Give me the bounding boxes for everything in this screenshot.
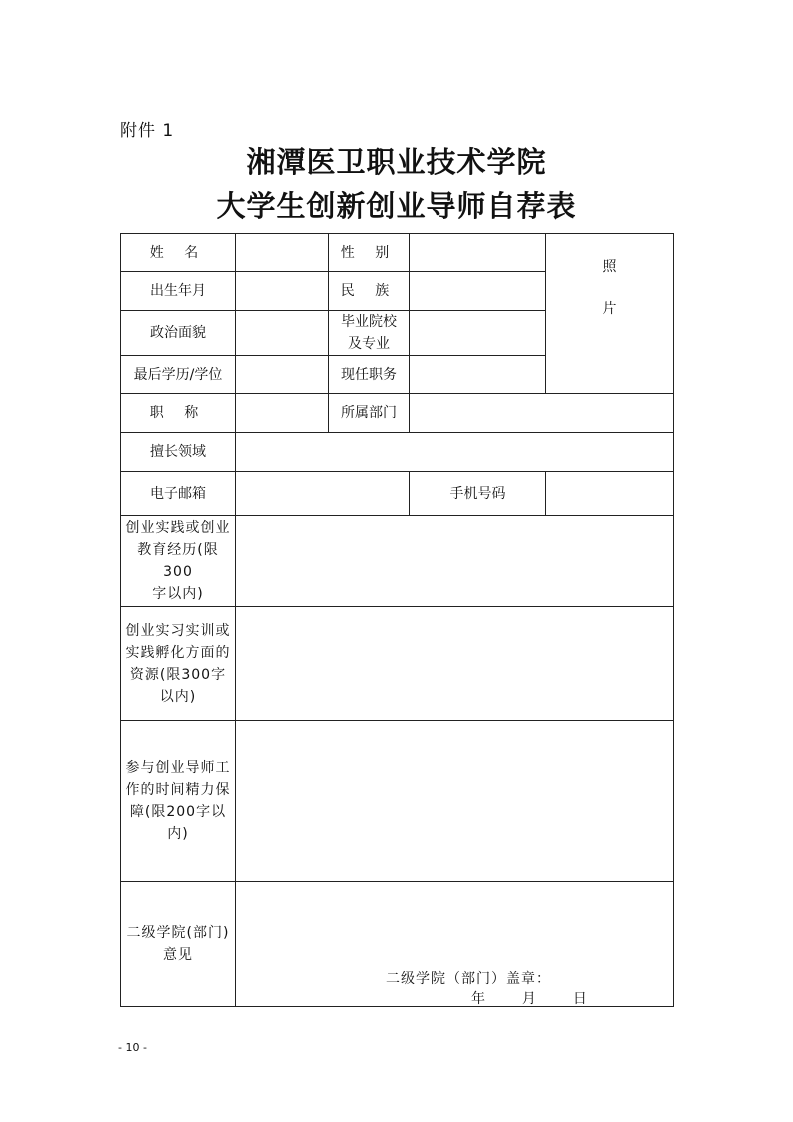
commitment-label-line: 参与创业导师工 (125, 760, 231, 776)
ethnicity-label: 民 族 (329, 272, 410, 311)
gender-label: 性 别 (329, 234, 410, 272)
date-month: 月 (521, 991, 536, 1007)
school-label-line1: 毕业院校 (341, 314, 397, 330)
professional-title-field[interactable] (236, 394, 329, 433)
table-row (121, 882, 674, 1007)
date-day: 日 (572, 991, 587, 1007)
professional-title-label: 职 称 (121, 394, 236, 433)
birth-label: 出生年月 (121, 272, 236, 311)
phone-field[interactable] (546, 472, 674, 516)
school-major-field[interactable] (410, 311, 546, 356)
opinion-label (121, 882, 236, 1007)
phone-label: 手机号码 (410, 472, 546, 516)
table-row (121, 234, 674, 272)
form-title-line2: 大学生创新创业导师自荐表 (216, 189, 577, 223)
commitment-label (121, 721, 236, 882)
table-row (121, 394, 674, 433)
name-label: 姓 名 (121, 234, 236, 272)
school-label-line2: 及专业 (348, 336, 390, 352)
education-field[interactable] (236, 356, 329, 394)
gender-field[interactable] (410, 234, 546, 272)
email-label: 电子邮箱 (121, 472, 236, 516)
department-field[interactable] (410, 394, 674, 433)
email-field[interactable] (236, 472, 410, 516)
current-position-label: 现任职务 (329, 356, 410, 394)
photo-char-1: 照 (602, 259, 617, 275)
resources-label (121, 607, 236, 721)
date-year: 年 (471, 991, 485, 1007)
expertise-field[interactable] (236, 433, 674, 472)
date-line (471, 988, 587, 1010)
current-position-field[interactable] (410, 356, 546, 394)
resources-label-line: 以内) (159, 688, 197, 705)
expertise-label: 擅长领域 (121, 433, 236, 472)
commitment-label-line: 内) (167, 826, 189, 842)
stamp-text: 二级学院（部门）盖章： (386, 971, 551, 987)
resources-field[interactable] (236, 607, 674, 721)
experience-field[interactable] (236, 516, 674, 607)
recommendation-form-table (120, 233, 674, 1007)
education-label: 最后学历/学位 (121, 356, 236, 394)
table-row (121, 607, 674, 721)
photo-placeholder[interactable] (546, 234, 674, 394)
form-title-line1: 湘潭医卫职业技术学院 (246, 145, 547, 179)
resources-label-line: 实践孵化方面的 (125, 644, 231, 661)
opinion-label-line: 意见 (163, 947, 193, 963)
ethnicity-field[interactable] (410, 272, 546, 311)
birth-field[interactable] (236, 272, 329, 311)
photo-char-2: 片 (602, 301, 617, 317)
experience-label-line: 教育经历(限300 (137, 542, 219, 580)
commitment-field[interactable] (236, 721, 674, 882)
opinion-field[interactable] (236, 882, 674, 1007)
commitment-label-line: 障(限200字以 (129, 804, 227, 820)
table-row (121, 721, 674, 882)
table-row (121, 516, 674, 607)
table-row (121, 433, 674, 472)
attachment-label: 附件 1 (120, 121, 175, 141)
commitment-label-line: 作的时间精力保 (125, 782, 231, 798)
experience-label (121, 516, 236, 607)
resources-label-line: 资源(限300字 (129, 666, 227, 683)
department-label: 所属部门 (329, 394, 410, 433)
school-major-label (329, 311, 410, 356)
experience-label-line: 创业实践或创业 (125, 520, 231, 536)
name-field[interactable] (236, 234, 329, 272)
political-status-label: 政治面貌 (121, 311, 236, 356)
resources-label-line: 创业实习实训或 (125, 622, 231, 639)
political-status-field[interactable] (236, 311, 329, 356)
experience-label-line: 字以内) (152, 586, 204, 602)
page-number: - 10 - (118, 1041, 147, 1054)
table-row (121, 472, 674, 516)
opinion-label-line: 二级学院(部门) (126, 925, 230, 941)
